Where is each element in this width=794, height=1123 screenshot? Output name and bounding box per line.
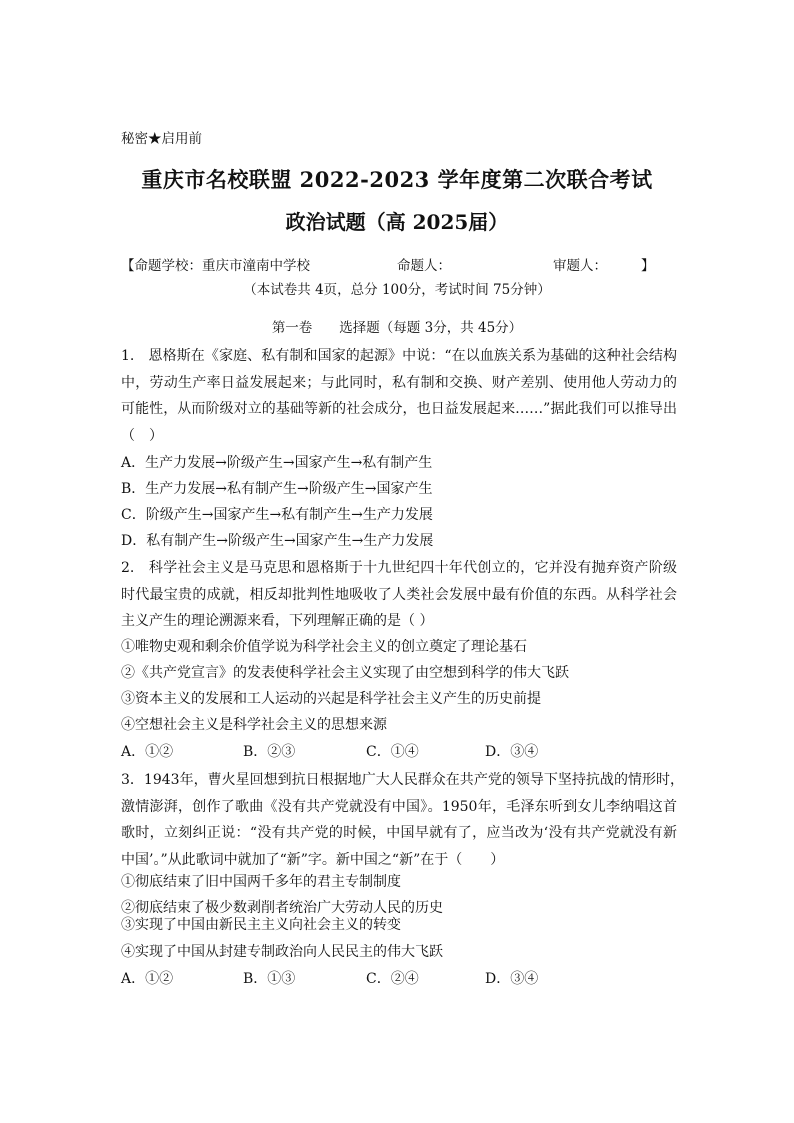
exam-title: 重庆市名校联盟 2022-2023 学年度第二次联合考试 xyxy=(141,167,653,192)
question-3-choice-d: D．③④ xyxy=(485,971,539,987)
secret-label: 秘密★启用前 xyxy=(121,131,202,147)
meta-close: 】 xyxy=(641,258,655,274)
exam-subtitle: 政治试题（高 2025届） xyxy=(285,210,509,234)
question-1-option-d: D．私有制产生→阶级产生→国家产生→生产力发展 xyxy=(121,533,434,549)
question-3-choice-c: C．②④ xyxy=(366,971,419,987)
question-1-option-a: A．生产力发展→阶级产生→国家产生→私有制产生 xyxy=(121,455,433,471)
meta-school: 【命题学校：重庆市潼南中学校 xyxy=(121,258,310,274)
question-2-choice-a: A．①② xyxy=(121,744,174,760)
question-3-choice-a: A．①② xyxy=(121,971,174,987)
meta-author: 命题人： xyxy=(397,258,451,274)
question-2-choice-b: B．②③ xyxy=(243,744,296,760)
question-2-item-3: ③资本主义的发展和工人运动的兴起是科学社会主义产生的历史前提 xyxy=(121,691,541,707)
question-3-item-1: ①彻底结束了旧中国两千多年的君主专制制度 xyxy=(121,874,401,890)
question-1-option-b: B．生产力发展→私有制产生→阶级产生→国家产生 xyxy=(121,481,433,497)
question-2-choice-c: C．①④ xyxy=(366,744,419,760)
exam-note: （本试卷共 4页，总分 100分，考试时间 75分钟） xyxy=(243,282,551,298)
question-2-item-1: ①唯物史观和剩余价值学说为科学社会主义的创立奠定了理论基石 xyxy=(121,639,527,655)
meta-reviewer: 审题人： xyxy=(553,258,607,274)
question-3-choice-b: B．①③ xyxy=(243,971,296,987)
question-3-item-2: ②彻底结束了极少数剥削者统治广大劳动人民的历史 xyxy=(121,900,443,916)
question-1-stem: 1. 恩格斯在《家庭、私有制和国家的起源》中说：“在以血族关系为基础的这种社会结构 中，劳动生产率日益发展起来；与此同时，私有制和交换、财产差别、使用他人劳动力的可能性，从而阶级对立的基础等新的社会成分，也日益发展起来……”据此我们可以推导出 （ ） xyxy=(121,348,691,444)
question-3-item-4: ④实现了中国从封建专制政治向人民民主的伟大飞跃 xyxy=(121,944,443,960)
question-1-option-c: C．阶级产生→国家产生→私有制产生→生产力发展 xyxy=(121,507,433,523)
question-2-stem: 2. 科学社会主义是马克思和恩格斯于十九世纪四十年代创立的，它并没有抛弃资产阶级时代最宝贵的成就，相反却批判性地吸收了人类社会发展中最有价值的东西。从科学社会主义产生的理论溯源来看，下列理解正确的是（ ） xyxy=(121,560,677,629)
question-3-item-3: ③实现了中国由新民主主义向社会主义的转变 xyxy=(121,917,401,933)
question-3-stem: 3．1943年，曹火星回想到抗日根据地广大人民群众在共产党的领导下坚持抗战的情形时， 激情澎湃，创作了歌曲《没有共产党就没有中国》。1950年，毛泽东听到女儿李纳唱这首歌时，立刻纠正说：“没有共产党的时候，中国早就有了，应当改为‘没有共产党就没有新中国’。”从此歌词中就加了“新”字。新中国之“新”在于（ ） xyxy=(121,772,691,868)
section-title: 第一卷 选择题（每题 3分，共 45分） xyxy=(271,320,523,336)
question-2-item-4: ④空想社会主义是科学社会主义的思想来源 xyxy=(121,717,387,733)
question-2-item-2: ②《共产党宣言》的发表使科学社会主义实现了由空想到科学的伟大飞跃 xyxy=(121,665,569,681)
question-2-choice-d: D．③④ xyxy=(485,744,539,760)
